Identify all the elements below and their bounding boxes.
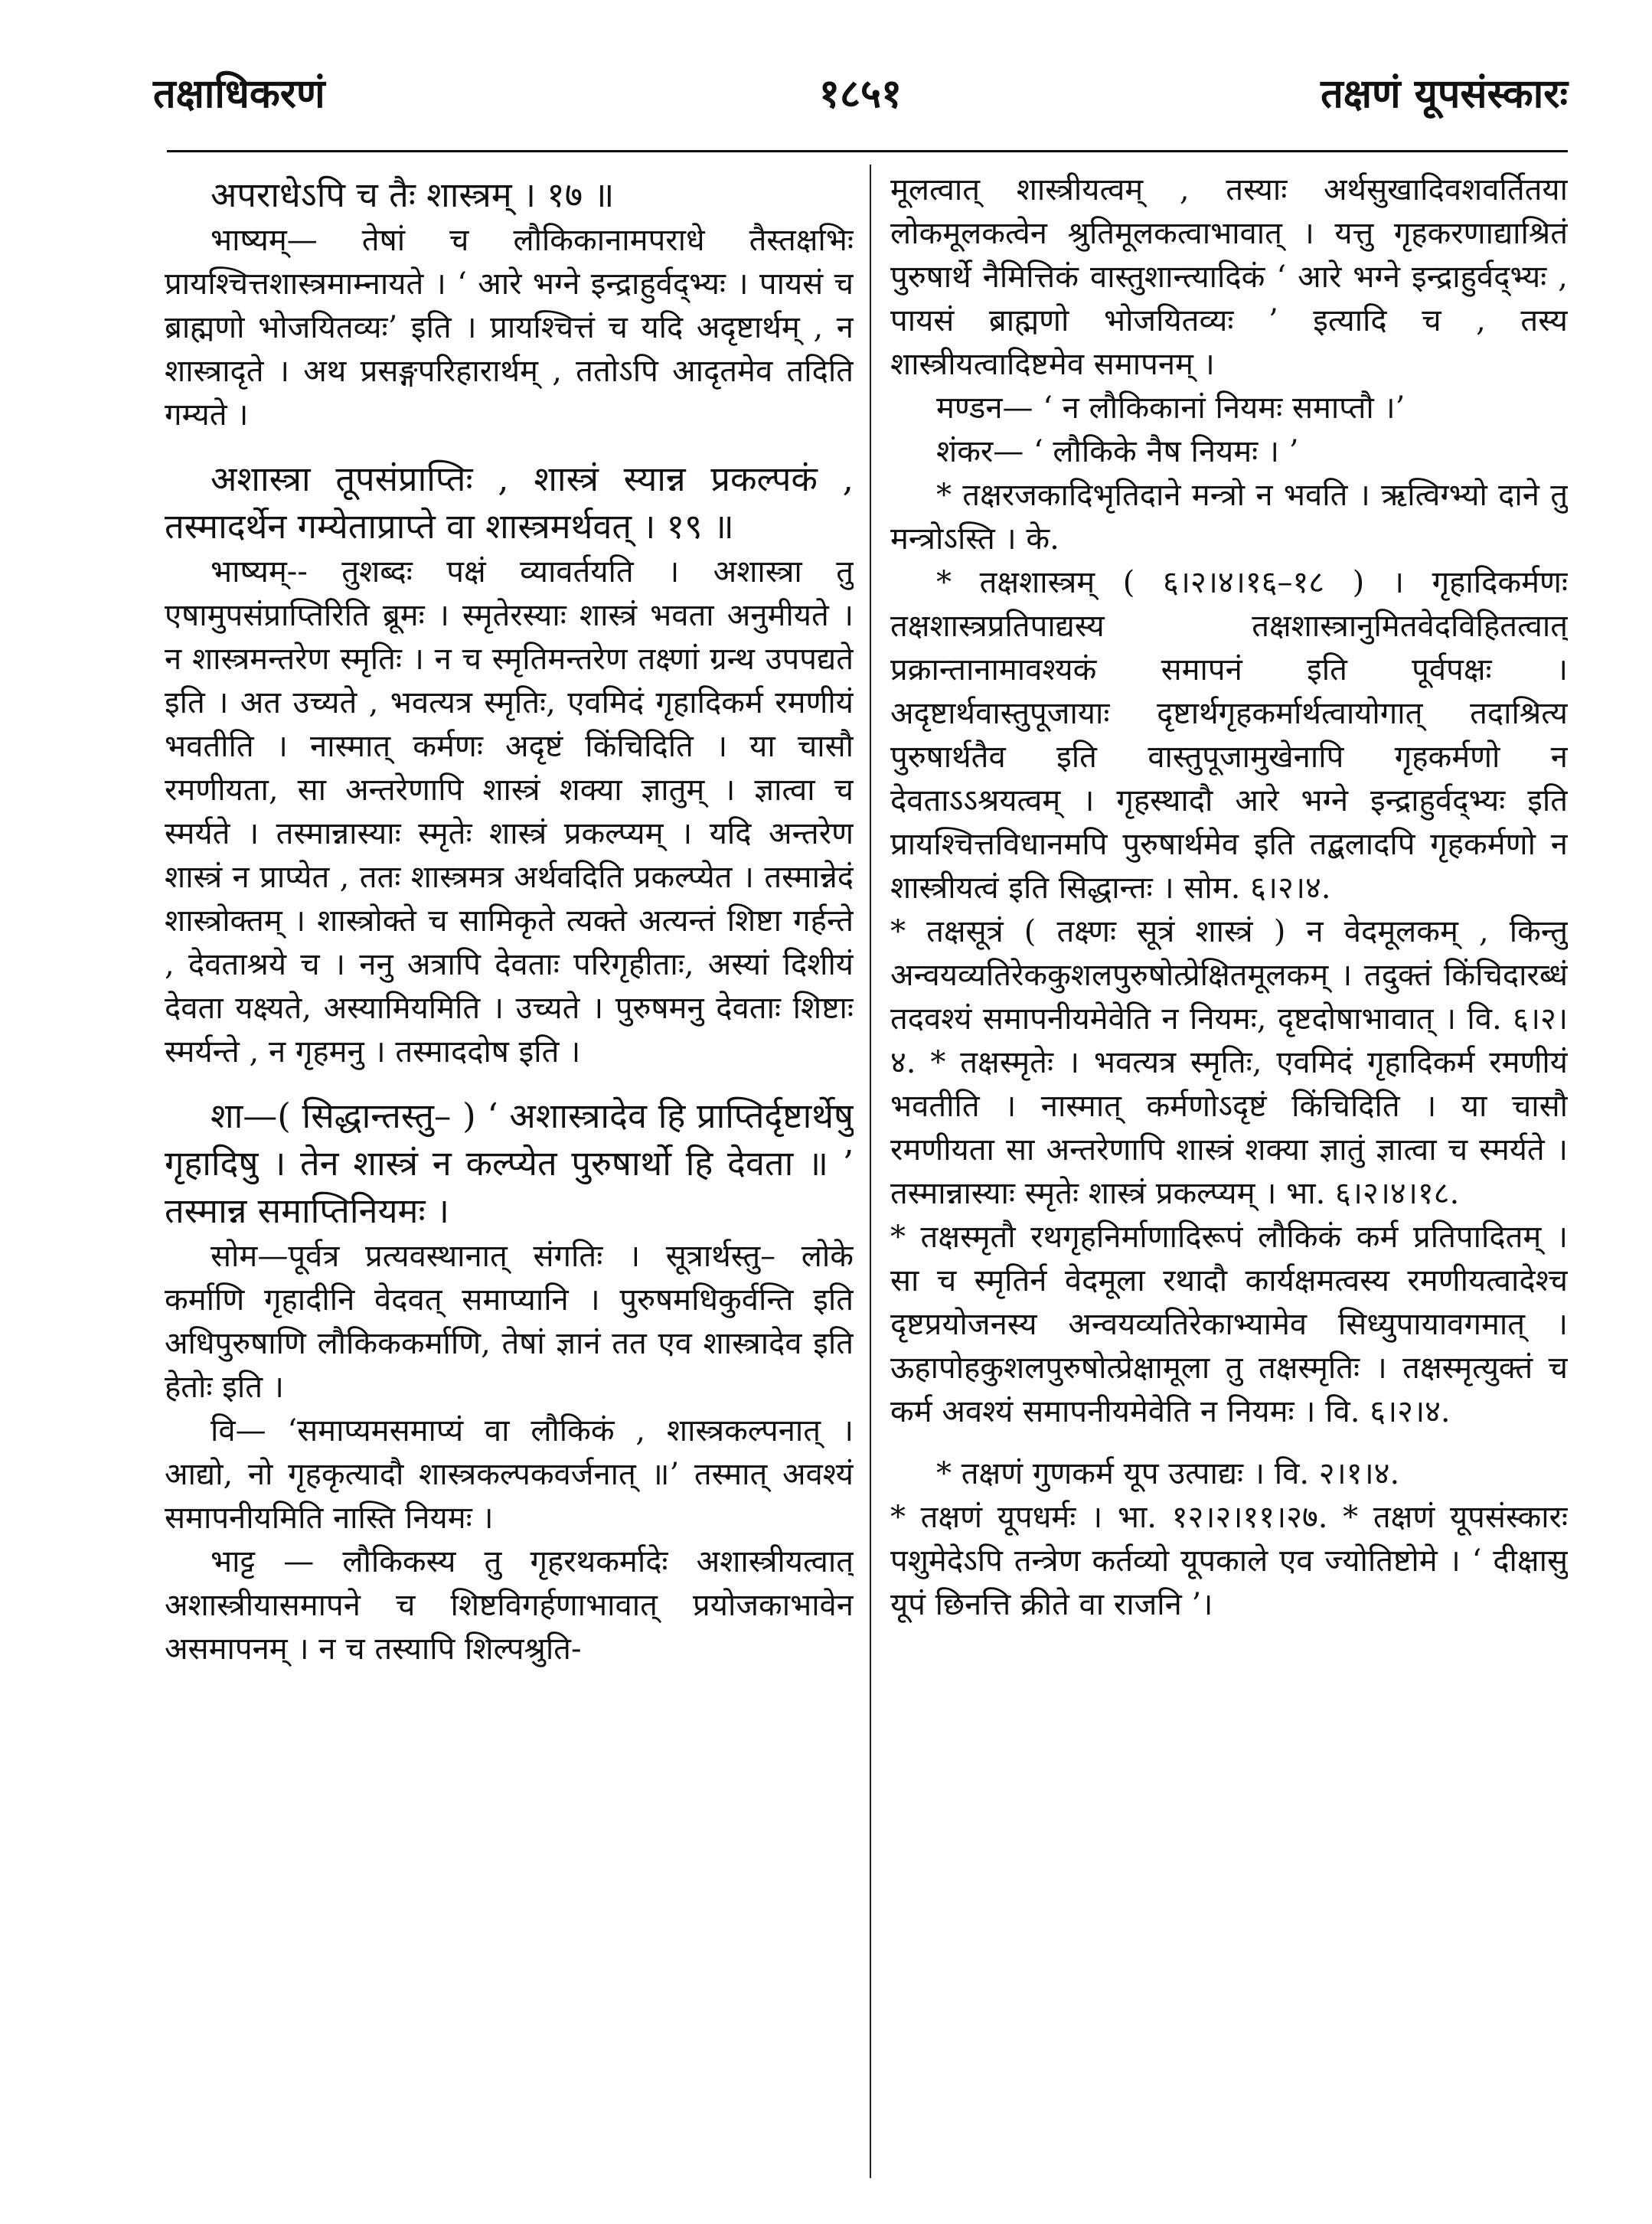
takshanam-yupadharma-entry: * तक्षणं यूपधर्मः । भा. १२।२।११।२७. * तक्षणं यूपसंस्कारः पशुमेदेऽपि तन्त्रेण कर्तव्यो यूपकाले एव ज्योतिष्टोमे । ‘ दीक्षासु यूपं छिनत्ति क्रीते वा राजनि ’। — [890, 1500, 1568, 1622]
page-number: १८५१ — [818, 70, 903, 117]
bhashya-19: भाष्यम्-- तुशब्दः पक्षं व्यावर्तयति । अशास्त्रा तु एषामुपसंप्राप्तिरिति ब्रूमः । स्मृतेरस्याः शास्त्रं भवता अनुमीयते । न शास्त्रमन्तरेण स्मृतिः । न च स्मृतिमन्तरेण तक्ष्णां ग्रन्थ उपपद्यते इति । अत उच्यते , भवत्यत्र स्मृतिः, एवमिदं गृहादिकर्म रमणीयं भवतीति । नास्मात् कर्मणः अदृष्टं किंचिदिति । या चासौ रमणीयता, सा अन्तरेणापि शास्त्रं शक्या ज्ञातुम् । ज्ञात्वा च स्मर्यते । तस्मान्नास्याः स्मृतेः शास्त्रं प्रकल्प्यम् । यदि अन्तरेण शास्त्रं न प्राप्येत , ततः शास्त्रमत्र अर्थवदिति प्रकल्प्येत । तस्मान्नेदं शास्त्रोक्तम् । शास्त्रोक्ते च सामिकृते त्यक्ते अत्यन्तं शिष्टा गर्हन्ते , देवताश्रये च । ननु अत्रापि देवताः परिगृहीताः, अस्यां दिशीयं देवता यक्ष्यते, अस्यामियमिति । उच्यते । पुरुषमनु देवताः शिष्टाः स्मर्यन्ते , न गृहमनु । तस्माददोष इति । — [165, 554, 854, 1070]
mandana-quote: मण्डन— ‘ न लौकिकानां नियमः समाप्तौ ।’ — [936, 390, 1406, 426]
bhashya-17: भाष्यम्— तेषां च लौकिकानामपराधे तैस्तक्षभिः प्रायश्चित्तशास्त्रमाम्नायते । ‘ आरे भग्ने इन्द्राहुर्वद्भ्यः । पायसं च ब्राह्मणो भोजयितव्यः’ इति । प्रायश्चित्तं च यदि अदृष्टार्थम् , न शास्त्रादृते । अथ प्रसङ्गपरिहारार्थम् , ततोऽपि आदृतमेव तदिति गम्यते । — [165, 223, 854, 433]
taksha-shastram-entry: * तक्षशास्त्रम् ( ६।२।४।१६–१८ ) । गृहादिकर्मणः तक्षशास्त्रप्रतिपाद्यस्य तक्षशास्त्रानुमितवेदविहितत्वात् प्रक्रान्तानामावश्यकं समापनं इति पूर्वपक्षः । अदृष्टार्थवास्तुपूजायाः दृष्टार्थगृहकर्मार्थत्वायोगात् तदाश्रित्य पुरुषार्थतैव इति वास्तुपूजामुखेनापि गृहकर्मणो न देवताऽऽश्रयत्वम् । गृहस्थादौ आरे भग्ने इन्द्राहुर्वद्भ्यः इति प्रायश्चित्तविधानमपि पुरुषार्थमेव इति तद्बलादपि गृहकर्मणो न शास्त्रीयत्वं इति सिद्धान्तः । सोम. ६।२।४. — [890, 565, 1568, 906]
column-divider — [870, 165, 871, 2178]
right-continuation: मूलत्वात् शास्त्रीयत्वम् , तस्याः अर्थसुखादिवशवर्तितया लोकमूलकत्वेन श्रुतिमूलकत्वाभावात् । यत्तु गृहकरणाद्याश्रितं पुरुषार्थे नैमित्तिकं वास्तुशान्त्यादिकं ‘ आरे भग्ने इन्द्राहुर्वद्भ्यः , पायसं ब्राह्मणो भोजयितव्यः ’ इत्यादि च , तस्य शास्त्रीयत्वादिष्टमेव समापनम् । — [890, 172, 1568, 382]
sutra-17: अपराधेऽपि च तैः शास्त्रम् । १७ ॥ — [211, 175, 615, 215]
running-title-right: तक्षणं यूपसंस्कारः — [1321, 70, 1568, 117]
header-rule — [167, 150, 1568, 152]
vi-note: वि— ‘समाप्यमसमाप्यं वा लौकिकं , शास्त्रकल्पनात् । आद्यो, नो गृहकृत्यादौ शास्त्रकल्पकवर्जनात् ॥’ तस्मात् अवश्यं समापनीयमिति नास्ति नियमः । — [165, 1413, 854, 1536]
shankara-quote: शंकर— ‘ लौकिके नैष नियमः । ’ — [936, 434, 1299, 469]
left-column — [165, 168, 854, 1671]
right-column — [890, 168, 1568, 1627]
sutra-19: अशास्त्रा तूपसंप्राप्तिः , शास्त्रं स्यान्न प्रकल्पकं , तस्मादर्थेन गम्येताप्राप्ते वा शास्त्रमर्थवत् । १९ ॥ — [165, 459, 854, 547]
taksha-smritau-entry: * तक्षस्मृतौ रथगृहनिर्माणादिरूपं लौकिकं कर्म प्रतिपादितम् । सा च स्मृतिर्न वेदमूला रथादौ कार्यक्षमत्वस्य रमणीयत्वादेश्च दृष्टप्रयोजनस्य अन्वयव्यतिरेकाभ्यामेव सिध्युपायावगमात् । ऊहापोहकुशलपुरुषोत्प्रेक्षामूला तु तक्षस्मृतिः । तक्षस्मृत्युक्तं च कर्म अवश्यं समापनीयमेवेति न नियमः । वि. ६।२।४. — [890, 1220, 1568, 1429]
taksha-rajaka-entry: * तक्षरजकादिभृतिदाने मन्त्रो न भवति । ऋत्विग्भ्यो दाने तु मन्त्रोऽस्ति । के. — [890, 478, 1568, 557]
page-header — [153, 65, 1568, 134]
soma-note: सोम—पूर्वत्र प्रत्यवस्थानात् संगतिः । सूत्रार्थस्तु– लोके कर्माणि गृहादीनि वेदवत् समाप्यानि । पुरुषमधिकुर्वन्ति इति अधिपुरुषाणि लौकिककर्माणि, तेषां ज्ञानं तत एव शास्त्रादेव इति हेतोः इति । — [165, 1239, 854, 1405]
bhatta-note: भाट्ट — लौकिकस्य तु गृहरथकर्मादेः अशास्त्रीयत्वात् अशास्त्रीयासमापने च शिष्टविगर्हणाभावात् प्रयोजकाभावेन असमापनम् । न च तस्यापि शिल्पश्रुति- — [165, 1544, 854, 1667]
shastradipika-note: शा—( सिद्धान्तस्तु– ) ‘ अशास्त्रादेव हि प्राप्तिर्दृष्टार्थेषु गृहादिषु । तेन शास्त्रं न कल्प्येत पुरुषार्थो हि देवता ॥ ’ तस्मान्न समाप्तिनियमः । — [165, 1096, 854, 1231]
running-title-left: तक्षाधिकरणं — [153, 70, 325, 117]
taksha-sutram-entry: * तक्षसूत्रं ( तक्ष्णः सूत्रं शास्त्रं ) न वेदमूलकम् , किन्तु अन्वयव्यतिरेककुशलपुरुषोत्प्रेक्षितमूलकम् । तदुक्तं किंचिदारब्धं तदवश्यं समापनीयमेवेति न नियमः, दृष्टदोषाभावात् । वि. ६।२।४. * तक्षस्मृतेः । भवत्यत्र स्मृतिः, एवमिदं गृहादिकर्म रमणीयं भवतीति । नास्मात् कर्मणोऽदृष्टं किंचिदिति । या चासौ रमणीयता सा अन्तरेणापि शास्त्रं शक्या ज्ञातुं ज्ञात्वा च स्मर्यते । तस्मान्नास्याः स्मृतेः शास्त्रं प्रकल्प्यम् । भा. ६।२।४।१८. — [890, 914, 1568, 1211]
takshanam-gunakarma-entry: * तक्षणं गुणकर्म यूप उत्पाद्यः । वि. २।१।४. — [936, 1456, 1400, 1491]
